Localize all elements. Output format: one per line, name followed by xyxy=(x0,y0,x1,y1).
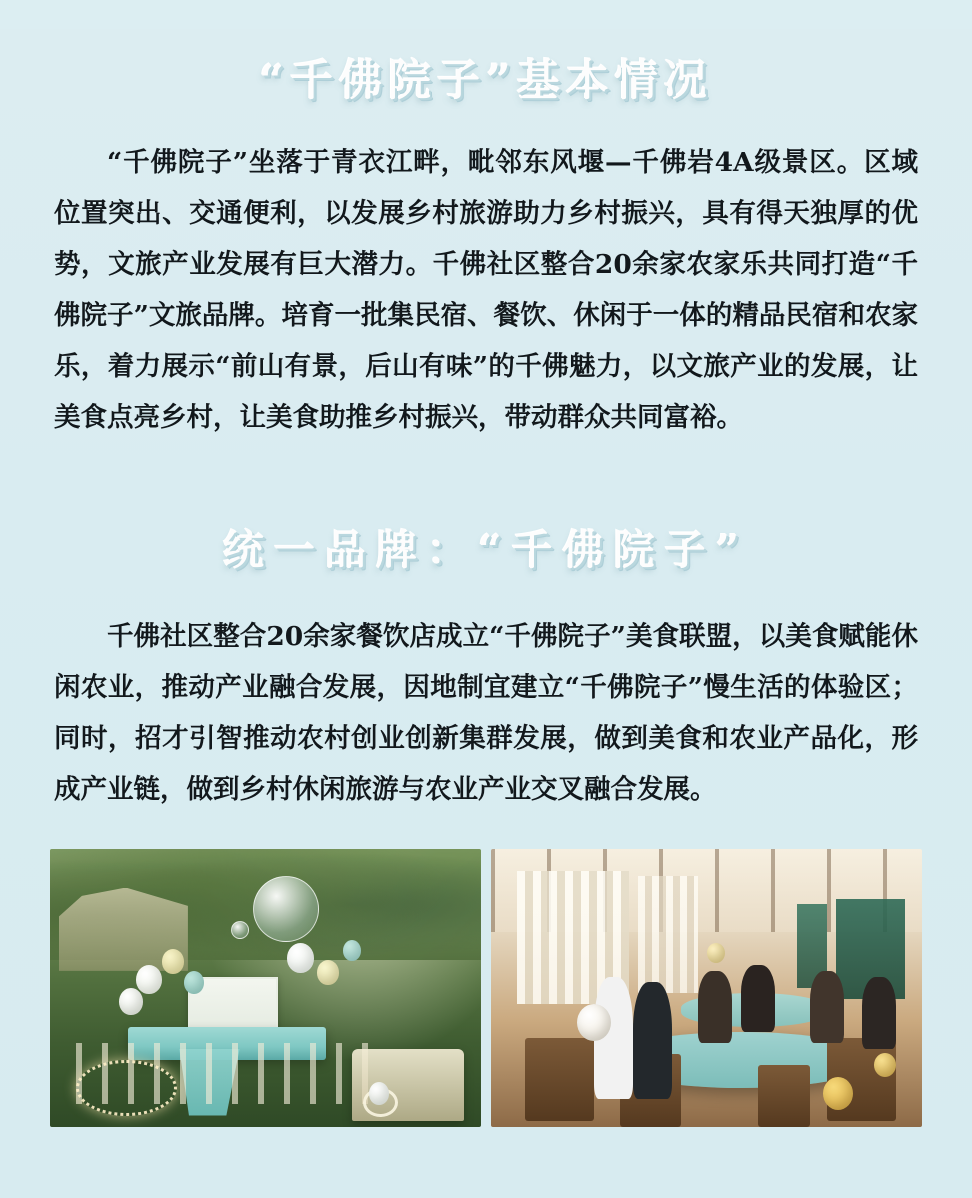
balloon xyxy=(823,1077,853,1110)
guest-figure xyxy=(862,977,896,1049)
balloon xyxy=(287,943,314,973)
dessert-cart xyxy=(352,1049,464,1121)
soap-bubble xyxy=(253,876,319,942)
white-curtain xyxy=(638,876,698,993)
balloon xyxy=(874,1053,896,1077)
fairy-light-ring xyxy=(76,1060,177,1116)
guest-figure xyxy=(698,971,732,1043)
balloon xyxy=(184,971,204,994)
dining-chair xyxy=(525,1038,594,1121)
section-title-brand: 统一品牌：“千佛院子” xyxy=(222,526,750,575)
balloon xyxy=(707,943,725,963)
balloon xyxy=(369,1082,389,1105)
document-page xyxy=(0,29,972,1198)
balloon xyxy=(317,960,339,985)
section-spacer xyxy=(46,443,926,481)
dining-chair xyxy=(758,1065,810,1126)
guest-figure xyxy=(810,971,844,1043)
guest-figure xyxy=(633,982,672,1099)
photo-row xyxy=(46,849,926,1127)
intro-paragraph: “千佛院子”坐落于青衣江畔，毗邻东风堰—千佛岩4A级景区。区域位置突出、交通便利，以发展乡村旅游助力乡村振兴，具有得天独厚的优势，文旅产业发展有巨大潜力。千佛社区整合20余家农家乐共同打造“千佛院子”文旅品牌。培育一批集民宿、餐饮、休闲于一体的精品民宿和农家乐，着力展示“前山有景，后山有味”的千佛魅力，以文旅产业的发展，让美食点亮乡村，让美食助推乡村振兴，带动群众共同富裕。 xyxy=(54,147,918,434)
balloon xyxy=(119,988,143,1015)
guest-figure xyxy=(741,965,775,1032)
indoor-banquet-hall-photo xyxy=(491,849,922,1127)
balloon xyxy=(162,949,184,974)
page-title: “千佛院子”基本情况 xyxy=(259,55,713,106)
outdoor-garden-banquet-photo xyxy=(50,849,481,1127)
brand-paragraph: 千佛社区整合20余家餐饮店成立“千佛院子”美食联盟，以美食赋能休闲农业，推动产业融合发展，因地制宜建立“千佛院子”慢生活的体验区；同时，招才引智推动农村创业创新集群发展，做到美食和农业产品化，形成产业链，做到乡村休闲旅游与农业产业交叉融合发展。 xyxy=(54,620,918,805)
soap-bubble xyxy=(231,921,249,939)
balloon xyxy=(136,965,162,994)
